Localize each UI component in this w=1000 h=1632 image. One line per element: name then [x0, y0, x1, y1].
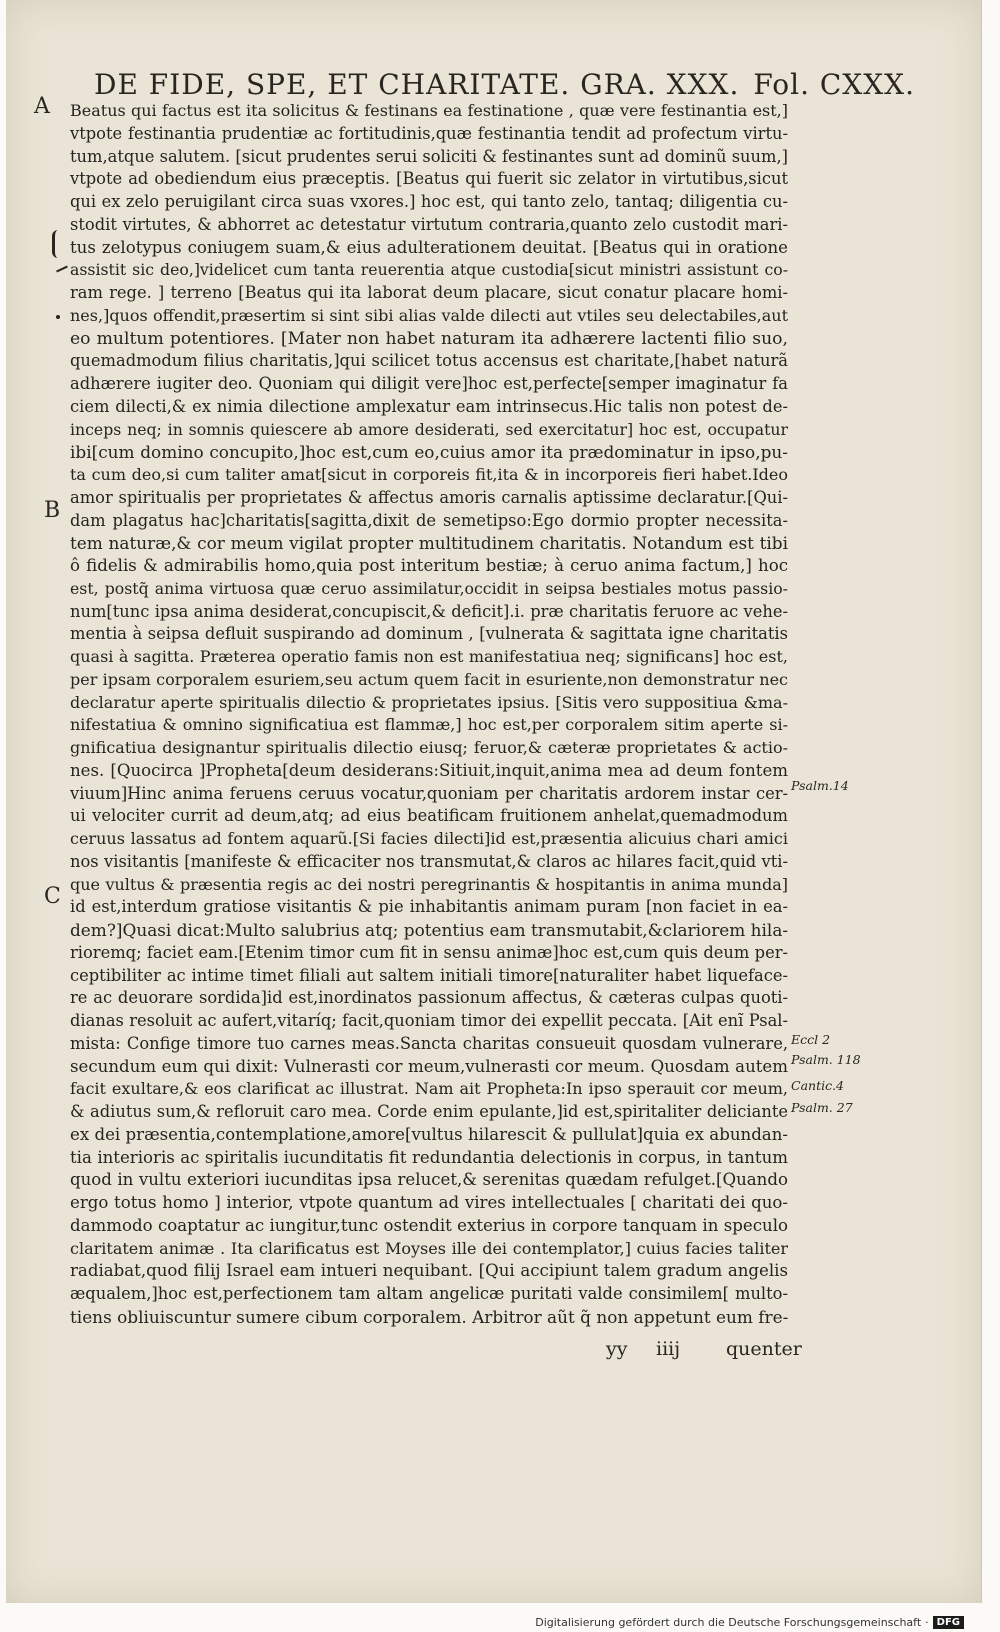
text-line: eo multum potentiores. [Mater non habet naturam ita adhærere lactenti filio suo,: [70, 328, 788, 349]
text-line: stodit virtutes, & abhorret ac detestatur virtutum contraria,quanto zelo custodit mari-: [70, 214, 788, 234]
signature-mark: yy: [606, 1338, 628, 1360]
text-line: qui ex zelo peruigilant circa suas vxores.] hoc est, qui tanto zelo, tantaq; diligentia cu-: [70, 192, 788, 211]
text-line: ceptibiliter ac intime timet filiali aut saltem initiali timore[naturaliter habet liqueface-: [70, 965, 788, 985]
text-line: re ac deuorare sordida]id est,inordinatos passionum affectus, & cæteras culpas quoti-: [70, 988, 788, 1008]
text-line: per ipsam corporalem esuriem,seu actum quem facit in esuriente,non demonstratur nec: [70, 669, 788, 689]
text-line: nos visitantis [manifeste & efficaciter nos transmutat,& claros ac hilares facit,quid vti-: [70, 851, 788, 871]
text-line: dem?]Quasi dicat:Multo salubrius atq; potentius eam transmutabit,&clariorem hila-: [70, 920, 788, 940]
text-line: ta cum deo,si cum taliter amat[sicut in corporeis fit,ita & in incorporeis fieri habet.Ideo: [70, 465, 788, 484]
text-line: nes. [Quocirca ]Propheta[deum desiderans:Sitiuit,inquit,anima mea ad deum fontem: [70, 760, 788, 780]
text-line: inceps neq; in somnis quiescere ab amore desiderati, sed exercitatur] hoc est, occupatur: [70, 419, 788, 439]
section-letter-a: A: [34, 94, 50, 119]
text-line: radiabat,quod filij Israel eam intueri nequibant. [Qui accipiunt talem gradum angelis: [70, 1261, 788, 1281]
margin-note-cantic: Cantic.4: [791, 1078, 845, 1093]
handwritten-bracket-mark: [52, 230, 63, 258]
text-line: que vultus & præsentia regis ac dei nostri peregrinantis & hospitantis in anima munda]: [70, 874, 788, 894]
text-line: tiens obliuiscuntur sumere cibum corporalem. Arbitror aũt q̃ non appetunt eum fre-: [70, 1306, 788, 1327]
footer-text: Digitalisierung gefördert durch die Deutsche Forschungsgemeinschaft: [535, 1616, 922, 1629]
text-line: facit exultare,& eos clarificat ac illustrat. Nam ait Propheta:In ipso sperauit cor meum,: [70, 1079, 788, 1099]
text-line: vtpote festinantia prudentiæ ac fortitudinis,quæ festinantia tendit ad profectum virtu-: [70, 123, 788, 143]
margin-note-psalm-118: Psalm. 118: [791, 1052, 861, 1067]
section-letter-b: B: [44, 498, 61, 523]
text-line: ui velociter currit ad deum,atq; ad eius beatificam fruitionem anhelat,quemadmodum: [70, 806, 788, 826]
running-header: [94, 68, 916, 101]
text-line: dam plagatus hac]charitatis[sagitta,dixit de semetipso:Ego dormio propter necessita-: [70, 510, 788, 530]
text-line: ciem dilecti,& ex nimia dilectione amplexatur eam intrinsecus.Hic talis non potest de-: [70, 396, 788, 416]
section-letter-c: C: [44, 884, 61, 909]
text-line: æqualem,]hoc est,perfectionem tam altam angelicæ puritati valde consimilem[ multo-: [70, 1284, 788, 1303]
body-text: [70, 100, 788, 1329]
text-line: assistit sic deo,]videlicet cum tanta reuerentia atque custodia[sicut ministri assistunt co-: [70, 260, 788, 280]
text-line: secundum eum qui dixit: Vulnerasti cor meum,vulnerasti cor meum. Quosdam autem: [70, 1056, 788, 1076]
text-line: & adiutus sum,& refloruit caro mea. Corde enim epulante,]id est,spiritaliter deliciante: [70, 1102, 788, 1121]
running-title: DE FIDE, SPE, ET CHARITATE. GRA. XXX.: [94, 68, 740, 101]
text-line: rioremq; faciet eam.[Etenim timor cum fit in sensu animæ]hoc est,cum quis deum per-: [70, 942, 788, 962]
margin-note-psalm-14: Psalm.14: [791, 778, 849, 793]
handwritten-dot-mark: [56, 315, 60, 319]
text-line: nifestatiua & omnino significatiua est flammæ,] hoc est,per corporalem sitim aperte si-: [70, 715, 788, 735]
text-line: vtpote ad obediendum eius præceptis. [Beatus qui fuerit sic zelator in virtutibus,sicut: [70, 169, 788, 189]
text-line: declaratur aperte spiritualis dilectio & proprietates ipsius. [Sitis vero suppositiua &ma-: [70, 692, 788, 712]
footer: [535, 1613, 964, 1632]
text-line: ex dei præsentia,contemplatione,amore[vultus hilarescit & pullulat]quia ex abundan-: [70, 1124, 788, 1144]
text-line: tem naturæ,& cor meum vigilat propter multitudinem charitatis. Notandum est tibi: [70, 533, 788, 554]
text-line: mentia à seipsa defluit suspirando ad dominum , [vulnerata & sagittata igne charitatis: [70, 624, 788, 644]
text-line: quasi à sagitta. Præterea operatio famis non est manifestatiua neq; significans] hoc est,: [70, 647, 788, 666]
text-line: tia interioris ac spiritalis iucunditatis fit redundantia delectionis in corpus, in tantum: [70, 1147, 788, 1167]
text-line: dammodo coaptatur ac iungitur,tunc ostendit exterius in corpore tanquam in speculo: [70, 1215, 788, 1235]
margin-note-eccl: Eccl 2: [791, 1032, 831, 1047]
text-line: num[tunc ipsa anima desiderat,concupiscit,& deficit].i. præ charitatis feruore ac vehe-: [70, 601, 788, 621]
text-line: ceruus lassatus ad fontem aquarũ.[Si facies dilecti]id est,præsentia alicuius chari amici: [70, 829, 788, 848]
text-line: dianas resoluit ac aufert,vitaríq; facit,quoniam timor dei expellit peccata. [Ait enĩ Psal-: [70, 1011, 788, 1030]
text-line: tum,atque salutem. [sicut prudentes serui soliciti & festinantes sunt ad dominũ suum,]: [70, 146, 788, 166]
text-line: ram rege. ] terreno [Beatus qui ita laborat deum placare, sicut conatur placare homi-: [70, 283, 788, 302]
text-line: ô fidelis & admirabilis homo,quia post interitum bestiæ; à ceruo anima factum,] hoc: [70, 556, 788, 575]
text-line: ibi[cum domino concupito,]hoc est,cum eo,cuius amor ita prædominatur in ipso,pu-: [70, 442, 788, 463]
text-line: nes,]quos offendit,præsertim si sint sibi alias valde dilecti aut vtiles seu delectabiles,aut: [70, 305, 788, 325]
text-line: mista: Confige timore tuo carnes meas.Sancta charitas consueuit quosdam vulnerare,: [70, 1033, 788, 1053]
text-line: Beatus qui factus est ita solicitus & festinans ea festinatione , quæ vere festinantia est,]: [70, 101, 788, 120]
signature-number: iiij: [656, 1338, 681, 1360]
text-line: claritatem animæ . Ita clarificatus est Moyses ille dei contemplator,] cuius facies taliter: [70, 1238, 788, 1258]
handwritten-tick-mark: [56, 266, 68, 273]
text-line: id est,interdum gratiose visitantis & pie inhabitantis animam puram [non faciet in ea-: [70, 897, 788, 917]
text-line: quemadmodum filius charitatis,]qui scilicet totus accensus est charitate,[habet naturã: [70, 351, 788, 371]
text-line: viuum]Hinc anima feruens ceruus vocatur,quoniam per charitatis ardorem instar cer-: [70, 783, 788, 803]
dfg-logo: DFG: [933, 1616, 964, 1629]
text-line: tus zelotypus coniugem suam,& eius adulterationem deuitat. [Beatus qui in oratione: [70, 237, 788, 257]
text-line: quod in vultu exteriori iucunditas ipsa relucet,& serenitas quædam refulget.[Quando: [70, 1170, 788, 1190]
catchword: quenter: [726, 1338, 802, 1360]
margin-note-psalm-27: Psalm. 27: [791, 1100, 853, 1115]
text-line: gnificatiua designantur spiritualis dilectio eiusq; feruor,& cæteræ proprietates & actio-: [70, 738, 788, 757]
book-page: [6, 0, 982, 1603]
text-line: adhærere iugiter deo. Quoniam qui diligit vere]hoc est,perfecte[semper imaginatur fa: [70, 374, 788, 393]
folio-number: Fol. CXXX.: [753, 68, 916, 101]
footer-separator: ·: [925, 1616, 929, 1629]
text-line: est, postq̃ anima virtuosa quæ ceruo assimilatur,occidit in seipsa bestiales motus passio-: [70, 578, 788, 598]
text-line: ergo totus homo ] interior, vtpote quantum ad vires intellectuales [ charitati dei quo-: [70, 1193, 788, 1212]
text-line: amor spiritualis per proprietates & affectus amoris carnalis aptissime declaratur.[Qui-: [70, 487, 788, 507]
